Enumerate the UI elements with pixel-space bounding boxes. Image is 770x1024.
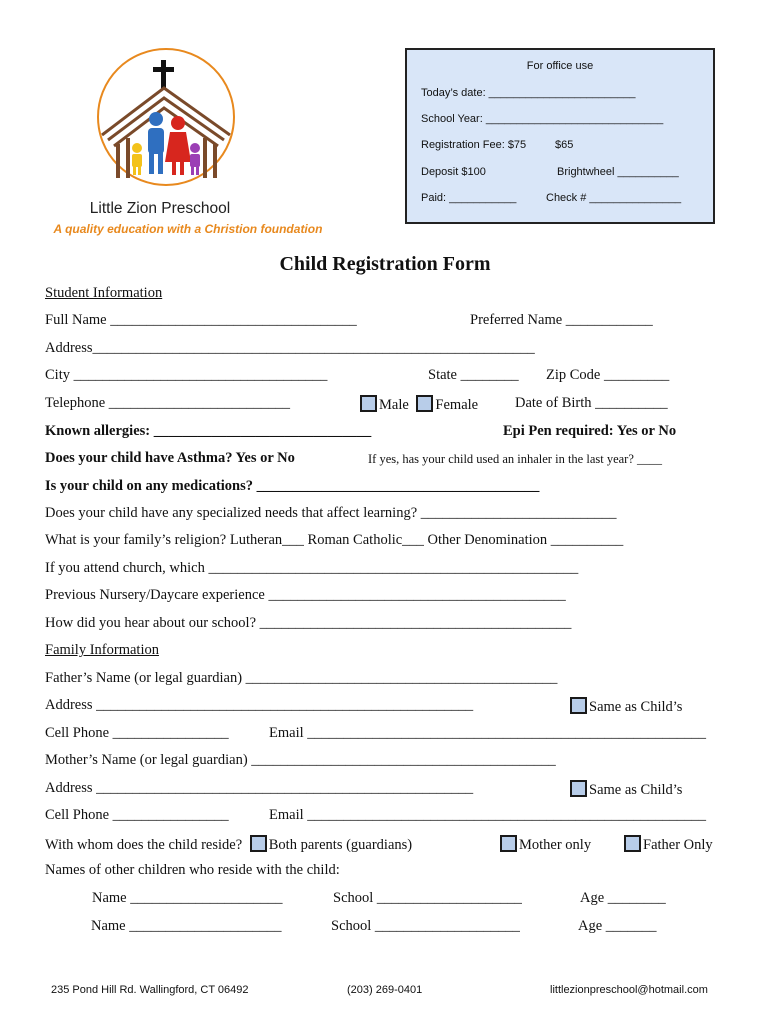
- epi-pen-question[interactable]: Epi Pen required: Yes or No: [503, 423, 677, 439]
- gender-options: [356, 395, 478, 414]
- father-only-label: Father Only: [643, 837, 713, 853]
- medications-field[interactable]: Is your child on any medications? _______________________________________: [45, 478, 540, 494]
- other-children-label: Names of other children who reside with the child:: [45, 862, 340, 878]
- full-name-field[interactable]: Full Name __________________________________: [45, 312, 357, 328]
- father-address-field[interactable]: Address ____________________________________________________: [45, 697, 474, 713]
- zip-code-field[interactable]: Zip Code _________: [546, 367, 670, 383]
- male-label: Male: [379, 397, 409, 413]
- asthma-question[interactable]: Does your child have Asthma? Yes or No: [45, 450, 295, 466]
- other-child-1-age-field[interactable]: Age ________: [580, 890, 666, 906]
- office-check-number: Check # _______________: [546, 192, 682, 204]
- school-name: Little Zion Preschool: [89, 200, 231, 217]
- church-field[interactable]: If you attend church, which ___________________________________________________: [45, 560, 579, 576]
- other-child-1-name-field[interactable]: Name _____________________: [92, 890, 283, 906]
- mother-only-option: [496, 835, 591, 854]
- father-only-option: [620, 835, 713, 854]
- other-child-2-age-field[interactable]: Age _______: [578, 918, 657, 934]
- footer-address: 235 Pond Hill Rd. Wallingford, CT 06492: [51, 984, 249, 996]
- hear-about-field[interactable]: How did you hear about our school? ___________________________________________: [45, 615, 572, 631]
- school-logo: [94, 40, 239, 190]
- mother-same-address-label: Same as Child’s: [589, 782, 683, 798]
- mother-same-address-checkbox[interactable]: [570, 780, 587, 797]
- male-checkbox[interactable]: [360, 395, 377, 412]
- address-field[interactable]: Address_____________________________________________________________: [45, 340, 535, 356]
- office-use-box: [405, 48, 715, 224]
- other-child-2-school-field[interactable]: School ____________________: [331, 918, 520, 934]
- previous-daycare-field[interactable]: Previous Nursery/Daycare experience _________________________________________: [45, 587, 566, 603]
- reside-question: [45, 835, 412, 854]
- mother-email-field[interactable]: Email _______________________________________________________: [269, 807, 707, 823]
- footer-email[interactable]: littlezionpreschool@hotmail.com: [550, 984, 708, 996]
- mother-only-label: Mother only: [519, 837, 592, 853]
- reside-label: With whom does the child reside?: [45, 837, 243, 853]
- mother-only-checkbox[interactable]: [500, 835, 517, 852]
- religion-field[interactable]: What is your family’s religion? Lutheran___ Roman Catholic___ Other Denomination __________: [45, 532, 624, 548]
- father-name-field[interactable]: Father’s Name (or legal guardian) ___________________________________________: [45, 670, 558, 686]
- telephone-field[interactable]: Telephone _________________________: [45, 395, 291, 411]
- father-same-as-childs: [566, 697, 682, 716]
- office-use-title: For office use: [526, 60, 594, 72]
- mother-name-field[interactable]: Mother’s Name (or legal guardian) __________________________________________: [45, 752, 556, 768]
- city-field[interactable]: City ___________________________________: [45, 367, 328, 383]
- mother-address-field[interactable]: Address ____________________________________________________: [45, 780, 474, 796]
- special-needs-field[interactable]: Does your child have any specialized needs that affect learning? ___________________________: [45, 505, 617, 521]
- footer-phone: (203) 269-0401: [347, 984, 423, 996]
- father-email-field[interactable]: Email _______________________________________________________: [269, 725, 707, 741]
- both-parents-label: Both parents (guardians): [268, 837, 413, 853]
- state-field[interactable]: State ________: [428, 367, 519, 383]
- office-deposit: Deposit $100: [421, 166, 486, 178]
- school-tagline: A quality education with a Christion foundation: [53, 222, 323, 236]
- both-parents-checkbox[interactable]: [250, 835, 267, 852]
- known-allergies-field[interactable]: Known allergies: ______________________________: [45, 423, 372, 439]
- office-school-year: School Year: _____________________________: [421, 113, 664, 125]
- mother-cell-phone-field[interactable]: Cell Phone ________________: [45, 807, 229, 823]
- office-registration-fee-alt: $65: [555, 139, 574, 151]
- father-only-checkbox[interactable]: [624, 835, 641, 852]
- female-label: Female: [435, 397, 479, 413]
- other-child-2-name-field[interactable]: Name _____________________: [91, 918, 282, 934]
- office-paid: Paid: ___________: [421, 192, 517, 204]
- office-registration-fee: Registration Fee: $75: [421, 139, 527, 151]
- student-information-heading: Student Information: [45, 285, 163, 301]
- father-cell-phone-field[interactable]: Cell Phone ________________: [45, 725, 229, 741]
- office-todays-date: Today’s date: ________________________: [421, 87, 636, 99]
- preferred-name-field[interactable]: Preferred Name ____________: [470, 312, 653, 328]
- inhaler-question[interactable]: If yes, has your child used an inhaler in the last year? ____: [368, 452, 663, 466]
- female-checkbox[interactable]: [416, 395, 433, 412]
- father-same-address-label: Same as Child’s: [589, 699, 683, 715]
- father-same-address-checkbox[interactable]: [570, 697, 587, 714]
- family-information-heading: Family Information: [45, 642, 159, 658]
- date-of-birth-field[interactable]: Date of Birth __________: [515, 395, 668, 411]
- form-title: Child Registration Form: [279, 253, 491, 275]
- office-brightwheel: Brightwheel __________: [557, 166, 679, 178]
- mother-same-as-childs: [566, 780, 682, 799]
- other-child-1-school-field[interactable]: School ____________________: [333, 890, 522, 906]
